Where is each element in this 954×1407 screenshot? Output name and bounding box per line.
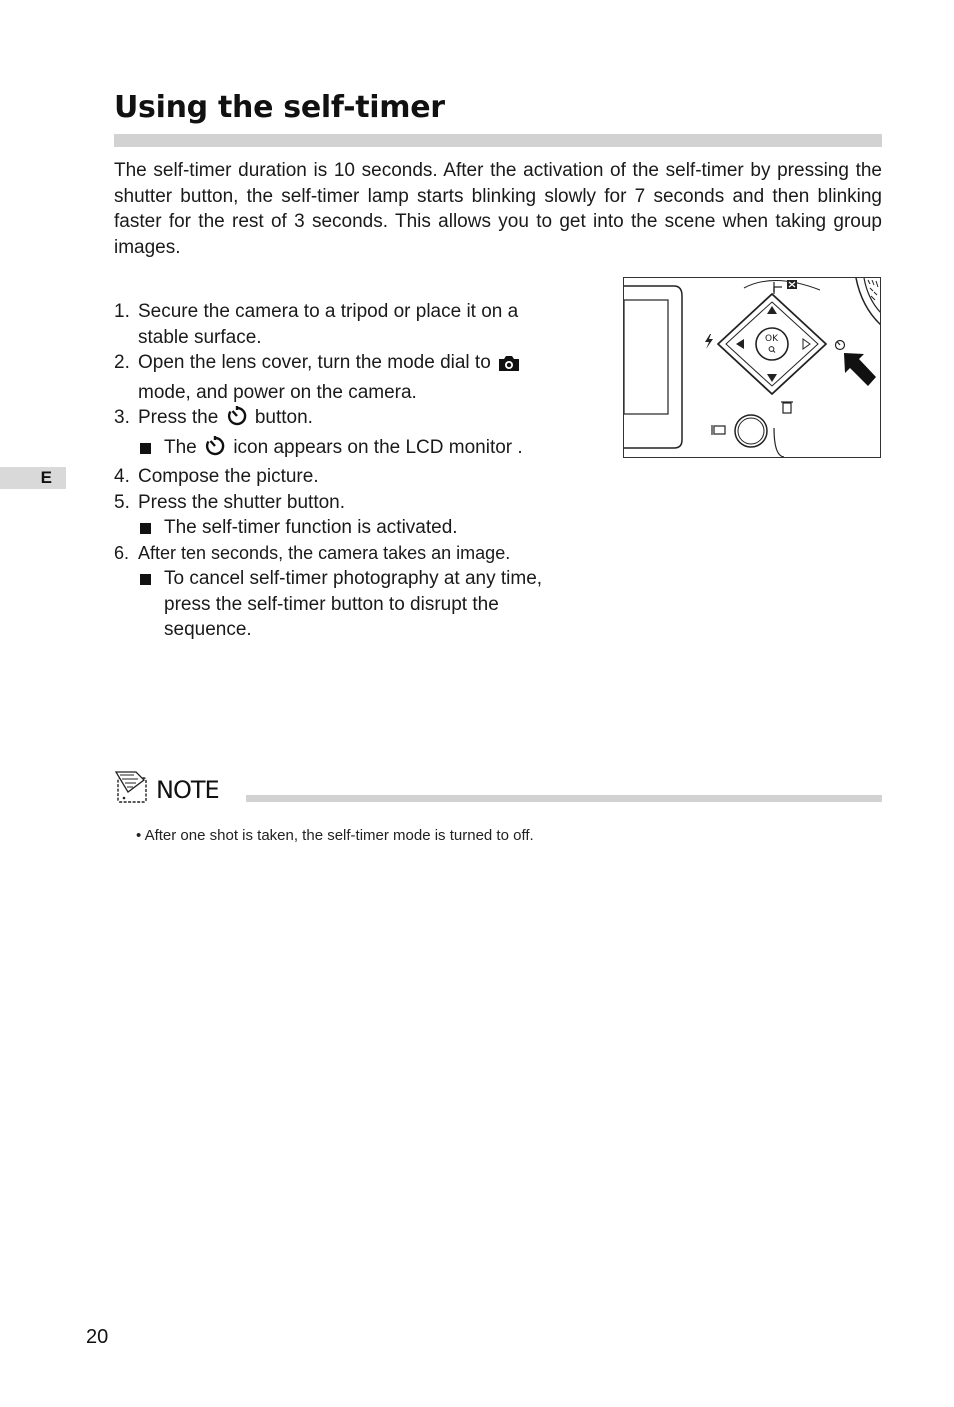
step-text: mode, and power on the camera. [138, 381, 417, 403]
language-tab: E [0, 467, 66, 489]
step-number: 6. [114, 542, 130, 563]
step-text: After ten seconds, the camera takes an image. [138, 542, 511, 563]
step-4 [114, 464, 566, 490]
sub-text: icon appears on the LCD monitor . [233, 436, 523, 458]
step-text: Compose the picture. [138, 466, 319, 487]
step-5-note [114, 515, 566, 541]
ok-label: OK [765, 334, 778, 344]
note-icon [114, 768, 152, 811]
step-text: Press the [138, 407, 219, 428]
sub-text: The [164, 436, 197, 458]
step-text: Press the shutter button. [138, 491, 346, 513]
step-1 [114, 299, 566, 350]
step-number: 4. [114, 466, 130, 487]
self-timer-icon [226, 405, 248, 435]
sub-text: To cancel self-timer photography at any time, press the self-timer button to disrupt the sequence. [164, 568, 543, 640]
step-6-note [114, 566, 566, 643]
note-heading: NOTE [156, 776, 219, 804]
bullet-square-icon [140, 523, 151, 534]
step-number: 1. [114, 301, 130, 322]
page-title: Using the self-timer [114, 90, 445, 125]
note-text: • After one shot is taken, the self-timer mode is turned to off. [136, 827, 534, 844]
step-6 [114, 541, 566, 567]
bullet-square-icon [140, 443, 151, 454]
intro-paragraph: The self-timer duration is 10 seconds. After the activation of the self-timer by pressing the shutter button, the self-timer lamp starts blinking slowly for 7 seconds and then blinking faster for the rest of 3 seconds. This allows you to get into the scene when taking group images. [114, 160, 882, 258]
step-number: 3. [114, 407, 130, 428]
page-number: 20 [86, 1326, 109, 1348]
step-2 [114, 350, 566, 405]
title-underline-bar [114, 134, 882, 147]
step-3-note [114, 435, 566, 465]
step-5 [114, 490, 566, 516]
step-3 [114, 405, 566, 435]
note-divider [246, 795, 882, 802]
self-timer-icon [204, 435, 226, 465]
step-text: button. [254, 407, 313, 428]
step-text: Open the lens cover, turn the mode dial to [138, 352, 491, 373]
step-text: Secure the camera to a tripod or place it on a stable surface. [138, 301, 519, 348]
step-number: 5. [114, 491, 130, 513]
camera-icon [498, 354, 520, 380]
sub-text: The self-timer function is activated. [164, 517, 458, 538]
step-number: 2. [114, 352, 130, 373]
bullet-square-icon [140, 574, 151, 585]
steps-list [114, 299, 566, 643]
camera-back-illustration [623, 277, 881, 458]
